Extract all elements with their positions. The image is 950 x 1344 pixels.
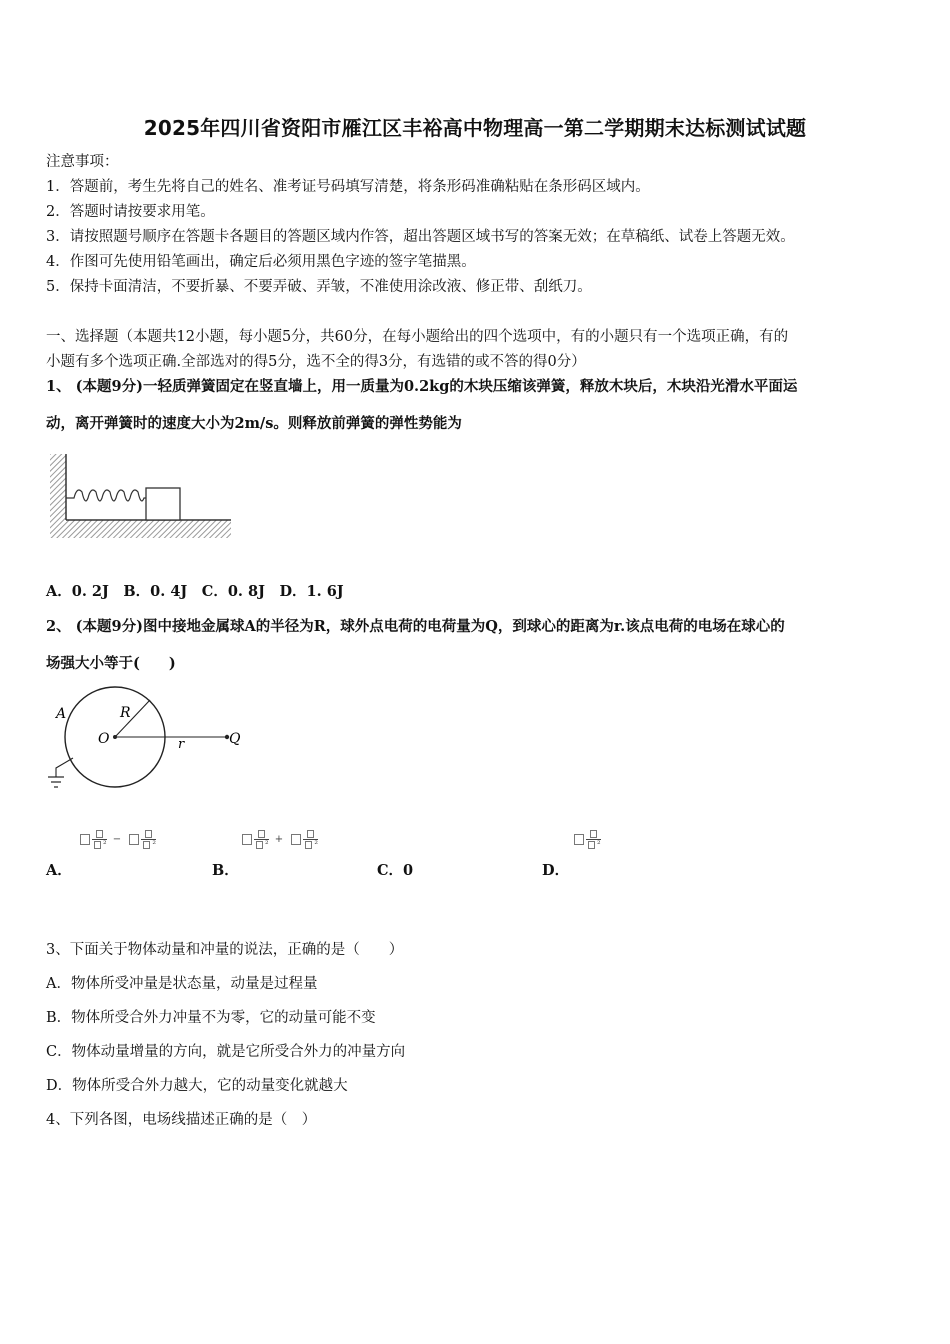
spring-block-figure xyxy=(46,452,236,542)
section-intro: 一、选择题（本题共12小题，每小题5分，共60分，在每小题给出的四个选项中，有的小题只有一个选项正确，有的 xyxy=(46,329,789,345)
q2-option-c: C．0 xyxy=(377,862,414,879)
q3-option-b: B．物体所受合外力冲量不为零，它的动量可能不变 xyxy=(46,1010,376,1026)
q3-option-a: A．物体所受冲量是状态量，动量是过程量 xyxy=(46,976,318,992)
center-point xyxy=(113,735,117,739)
label-radius: R xyxy=(120,705,131,721)
notice-item: 3．请按照题号顺序在答题卡各题目的答题区域内作答，超出答题区域书写的答案无效；在草稿纸、试卷上答题无效。 xyxy=(46,229,795,245)
q2-option-b: B． xyxy=(212,862,239,879)
grounded-sphere-figure xyxy=(40,682,260,797)
wooden-block xyxy=(146,488,180,520)
q2-option-a: A． xyxy=(46,862,72,879)
label-charge: Q xyxy=(229,731,241,747)
formula-d: ² xyxy=(572,829,601,850)
wall-hatch xyxy=(50,454,66,538)
q2-option-d: D． xyxy=(542,862,570,879)
q3-option-c: C．物体动量增量的方向，就是它所受合外力的冲量方向 xyxy=(46,1044,406,1060)
q2-stem-cont: 场强大小等于( ) xyxy=(46,655,176,672)
spring-coil xyxy=(66,490,146,501)
notice-item: 2．答题时请按要求用笔。 xyxy=(46,204,215,220)
q1-stem: 1、 (本题9分)一轻质弹簧固定在竖直墙上，用一质量为0.2kg的木块压缩该弹簧，释放木块后，木块沿光滑水平面运 xyxy=(46,378,798,395)
q3-stem: 3、下面关于物体动量和冲量的说法，正确的是（ ） xyxy=(46,942,404,958)
notice-item: 5．保持卡面清洁，不要折暴、不要弄破、弄皱，不准使用涂改液、修正带、刮纸刀。 xyxy=(46,279,592,295)
label-center: O xyxy=(98,731,110,747)
section-intro-cont: 小题有多个选项正确.全部选对的得5分，选不全的得3分，有选错的或不答的得0分） xyxy=(46,354,586,370)
q4-stem: 4、下列各图，电场线描述正确的是（ ） xyxy=(46,1112,317,1128)
notice-item: 4．作图可先使用铅笔画出，确定后必须用黑色字迹的签字笔描黑。 xyxy=(46,254,476,270)
formula-b: ² + ² xyxy=(240,829,318,850)
page-title: 2025年四川省资阳市雁江区丰裕高中物理高一第二学期期末达标测试试题 xyxy=(143,116,807,140)
formula-a: ² − ² xyxy=(78,829,156,850)
q1-stem-cont: 动，离开弹簧时的速度大小为2m/s。则释放前弹簧的弹性势能为 xyxy=(46,415,462,432)
label-a: A xyxy=(56,706,67,722)
notice-item: 1．答题前，考生先将自己的姓名、准考证号码填写清楚，将条形码准确粘贴在条形码区域内。 xyxy=(46,179,650,195)
q2-stem: 2、 (本题9分)图中接地金属球A的半径为R，球外点电荷的电荷量为Q，到球心的距离为r.该点电荷的电场在球心的 xyxy=(46,618,785,635)
notice-heading: 注意事项： xyxy=(46,154,119,170)
q3-option-d: D．物体所受合外力越大，它的动量变化就越大 xyxy=(46,1078,348,1094)
floor-hatch xyxy=(66,520,231,538)
q1-options: A．0. 2J B．0. 4J C．0. 8J D．1. 6J xyxy=(46,583,344,600)
label-distance: r xyxy=(178,737,185,752)
